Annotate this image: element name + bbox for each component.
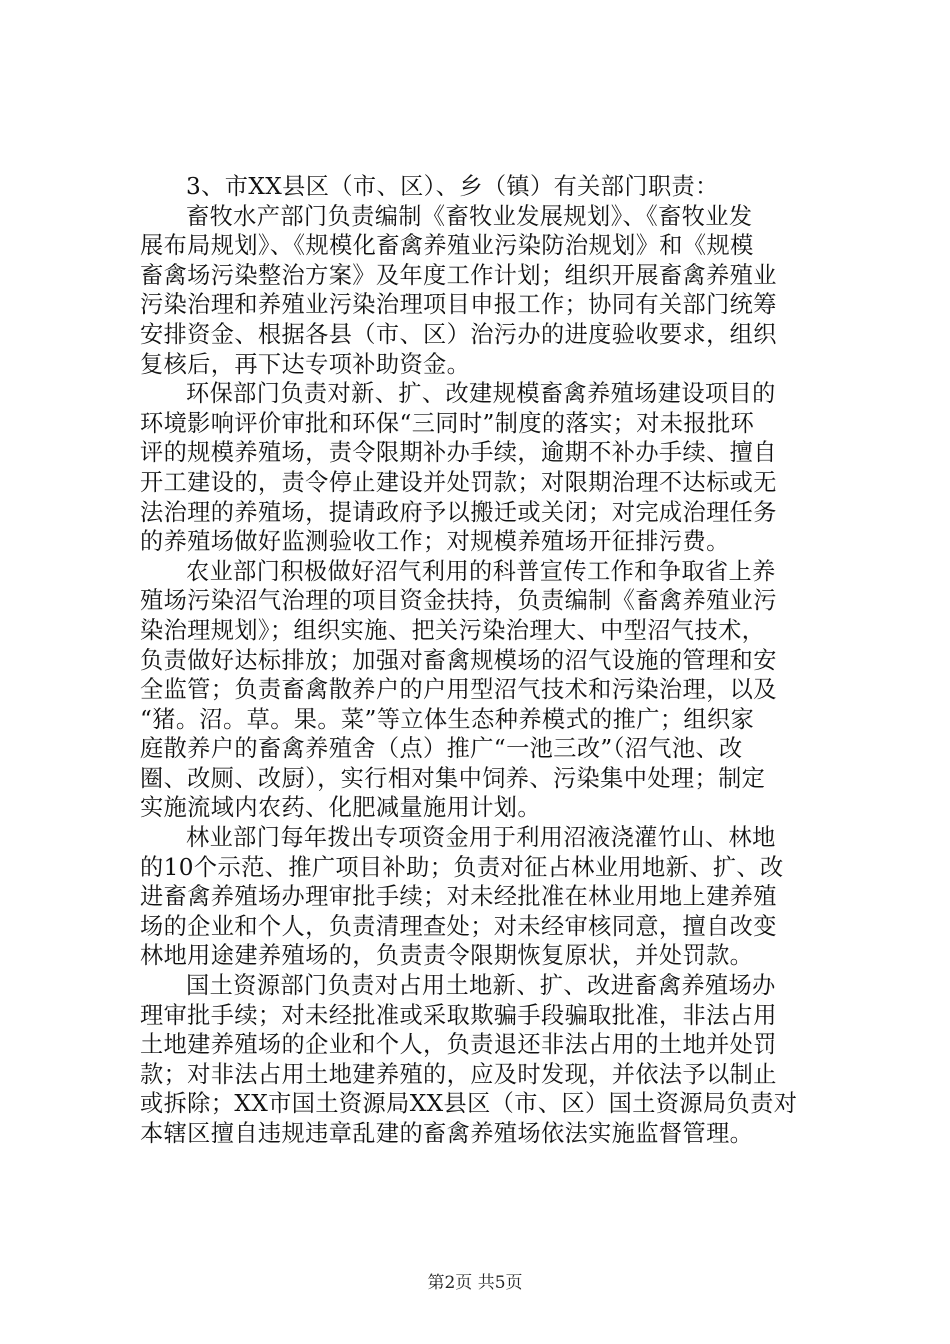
paragraph-line: 负责做好达标排放；加强对畜禽规模场的沼气设施的管理和安 bbox=[140, 646, 777, 674]
paragraph-line: 畜禽场污染整治方案》及年度工作计划；组织开展畜禽养殖业 bbox=[140, 261, 777, 289]
paragraph-line: 环境影响评价审批和环保“三同时”制度的落实；对未报批环 bbox=[140, 409, 755, 437]
page-number-footer: 第2页 共5页 bbox=[427, 1273, 523, 1293]
paragraph-line: 展布局规划》、《规模化畜禽养殖业污染防治规划》和《规模 bbox=[140, 232, 754, 260]
paragraph-line: 圈、改厕、改厨），实行相对集中饲养、污染集中处理；制定 bbox=[140, 764, 766, 792]
paragraph-line: 或拆除；XX市国土资源局XX县区（市、区）国土资源局负责对 bbox=[140, 1090, 798, 1118]
paragraph-line: 实施流域内农药、化肥减量施用计划。 bbox=[140, 794, 541, 822]
paragraph-line: 款；对非法占用土地建养殖的，应及时发现，并依法予以制止 bbox=[140, 1060, 777, 1088]
paragraph-line: 的养殖场做好监测验收工作；对规模养殖场开征排污费。 bbox=[140, 528, 730, 556]
paragraph-line: 污染治理和养殖业污染治理项目申报工作；协同有关部门统筹 bbox=[140, 291, 777, 319]
paragraph-line: 的10个示范、推广项目补助；负责对征占林业用地新、扩、改 bbox=[140, 853, 784, 881]
paragraph-line: 畜牧水产部门负责编制《畜牧业发展规划》、《畜牧业发 bbox=[186, 202, 753, 230]
paragraph-line: 农业部门积极做好沼气利用的科普宣传工作和争取省上养 bbox=[186, 557, 776, 585]
paragraph-line: 国土资源部门负责对占用土地新、扩、改进畜禽养殖场办 bbox=[186, 972, 776, 1000]
paragraph-line: 殖场污染沼气治理的项目资金扶持，负责编制《畜禽养殖业污 bbox=[140, 587, 777, 615]
paragraph-line: 开工建设的，责令停止建设并处罚款；对限期治理不达标或无 bbox=[140, 468, 777, 496]
paragraph-line: 进畜禽养殖场办理审批手续；对未经批准在林业用地上建养殖 bbox=[140, 883, 777, 911]
paragraph-line: 复核后，再下达专项补助资金。 bbox=[140, 350, 471, 378]
paragraph-line: 土地建养殖场的企业和个人，负责退还非法占用的土地并处罚 bbox=[140, 1031, 777, 1059]
paragraph-line: 评的规模养殖场，责令限期补办手续，逾期不补办手续、擅自 bbox=[140, 439, 777, 467]
paragraph-line: 法治理的养殖场，提请政府予以搬迁或关闭；对完成治理任务 bbox=[140, 498, 777, 526]
paragraph-line: 理审批手续；对未经批准或采取欺骗手段骗取批准，非法占用 bbox=[140, 1001, 777, 1029]
paragraph-line: 林地用途建养殖场的，负责责令限期恢复原状，并处罚款。 bbox=[140, 942, 754, 970]
section-heading: 3、市XX县区（市、区）、乡（镇）有关部门职责： bbox=[186, 173, 719, 200]
paragraph-line: 本辖区擅自违规违章乱建的畜禽养殖场依法实施监督管理。 bbox=[140, 1120, 754, 1147]
paragraph-line: 环保部门负责对新、扩、改建规模畜禽养殖场建设项目的 bbox=[186, 380, 776, 408]
paragraph-line: “猪。沼。草。果。菜”等立体生态种养模式的推广；组织家 bbox=[140, 705, 755, 733]
paragraph-line: 全监管；负责畜禽散养户的户用型沼气技术和污染治理，以及 bbox=[140, 676, 777, 704]
paragraph-line: 林业部门每年拨出专项资金用于利用沼液浇灌竹山、林地 bbox=[186, 824, 776, 852]
paragraph-line: 安排资金、根据各县（市、区）治污办的进度验收要求，组织 bbox=[140, 320, 777, 348]
paragraph-line: 染治理规划》；组织实施、把关污染治理大、中型沼气技术， bbox=[140, 616, 766, 644]
paragraph-line: 庭散养户的畜禽养殖舍（点）推广“一池三改”（沼气池、改 bbox=[140, 735, 743, 763]
paragraph-line: 场的企业和个人，负责清理查处；对未经审核同意，擅自改变 bbox=[140, 912, 777, 940]
document-body bbox=[140, 172, 840, 1149]
